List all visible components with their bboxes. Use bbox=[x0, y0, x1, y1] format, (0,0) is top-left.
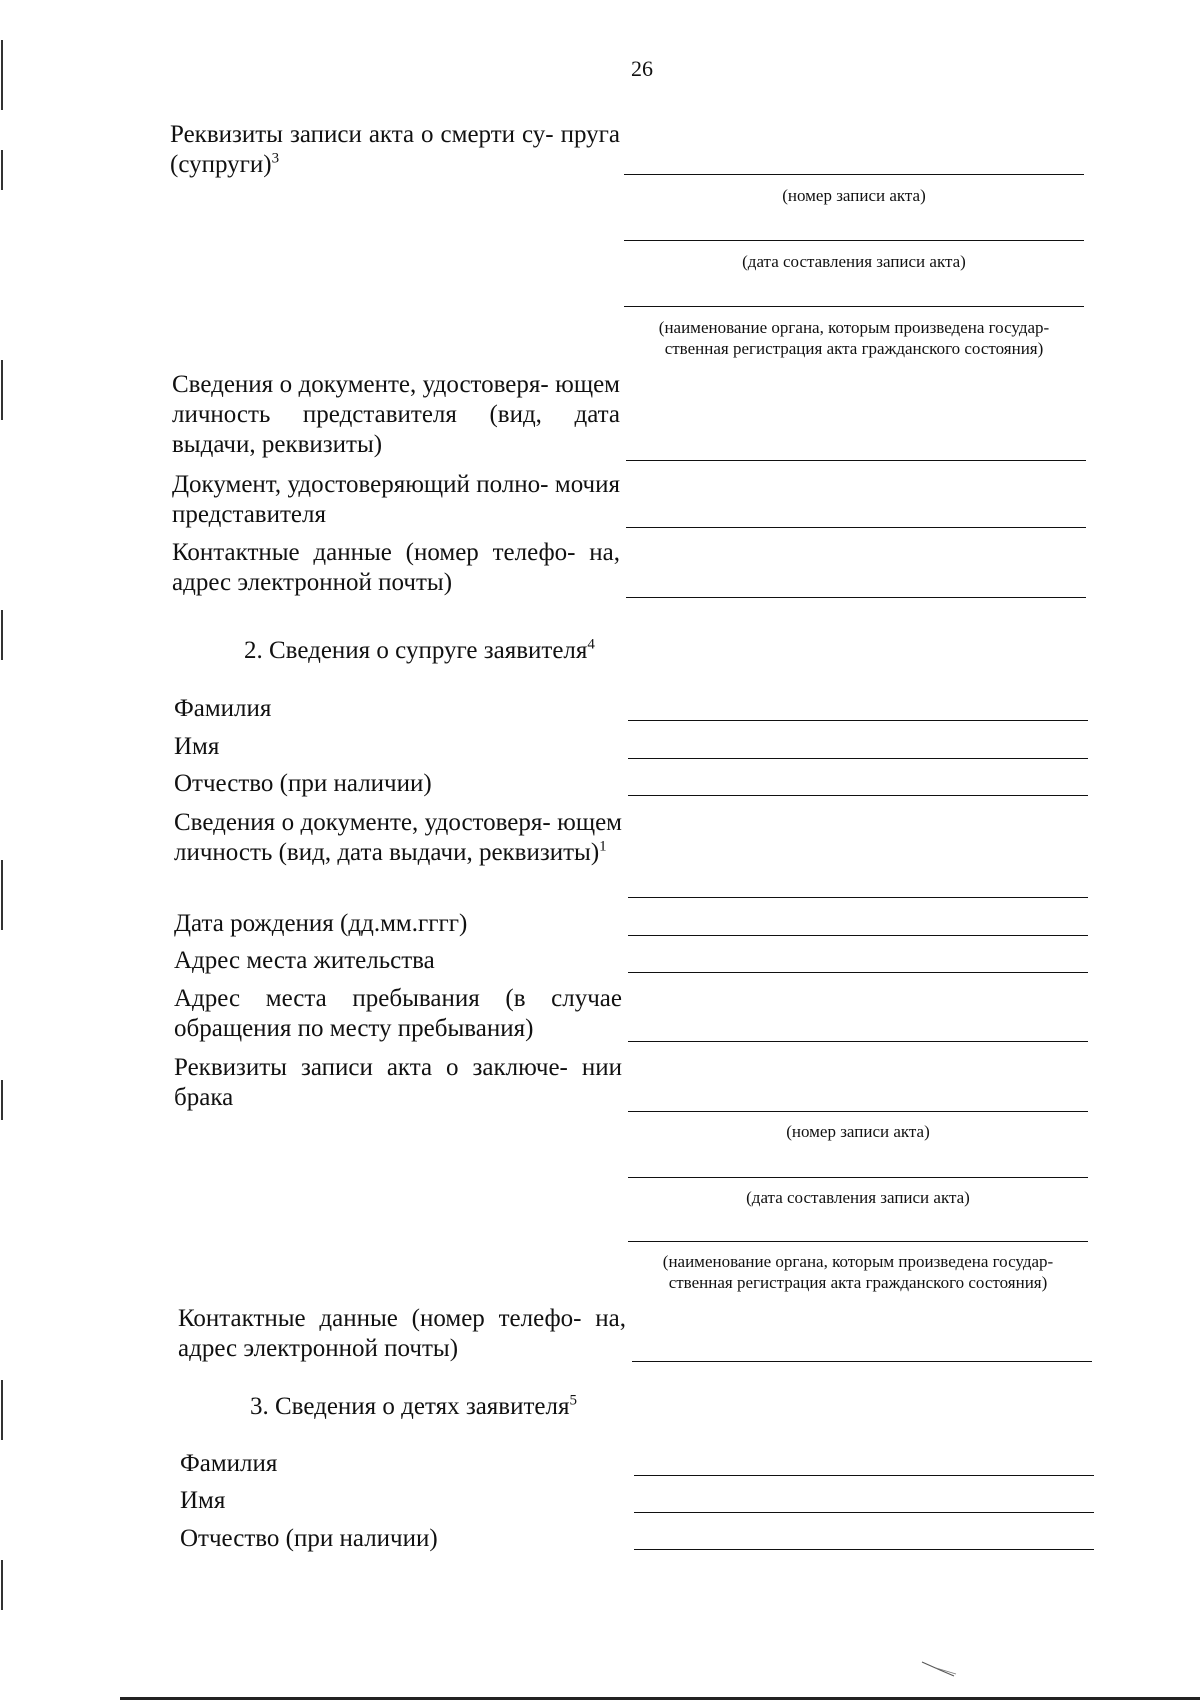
spouse-residence-label: Адрес места жительства bbox=[174, 947, 435, 974]
spouse-id-document-label: Сведения о документе, удостоверя- ющем личность (вид, дата выдачи, реквизиты)$^1$ bbox=[174, 809, 622, 866]
child-name-label: Имя bbox=[180, 1487, 226, 1514]
representative-contacts-label: Контактные данные (номер телефо- на, адрес электронной почты) bbox=[172, 539, 620, 596]
spouse-residence-line[interactable] bbox=[628, 972, 1088, 973]
child-surname-line[interactable] bbox=[634, 1475, 1094, 1476]
death-record-authority-line[interactable] bbox=[624, 306, 1084, 307]
child-patronymic-label: Отчество (при наличии) bbox=[180, 1525, 438, 1552]
representative-id-document-line[interactable] bbox=[626, 460, 1086, 461]
marriage-record-number-line[interactable] bbox=[628, 1111, 1088, 1112]
representative-contacts-line[interactable] bbox=[626, 597, 1086, 598]
representative-id-document-label: Сведения о документе, удостоверя- ющем личность представителя (вид, дата выдачи, реквизиты) bbox=[172, 371, 620, 458]
spouse-contacts-label: Контактные данные (номер телефо- на, адрес электронной почты) bbox=[178, 1305, 626, 1362]
marriage-record-date-line[interactable] bbox=[628, 1177, 1088, 1178]
spouse-stay-address-label: Адрес места пребывания (в случае обращения по месту пребывания) bbox=[174, 985, 622, 1042]
record-number-caption: (номер записи акта) bbox=[786, 1122, 930, 1141]
spouse-birth-date-line[interactable] bbox=[628, 935, 1088, 936]
spouse-patronymic-label: Отчество (при наличии) bbox=[174, 770, 432, 797]
authority-caption: (наименование органа, которым произведена государ- ственная регистрация акта гражданского состояния) bbox=[658, 318, 1050, 358]
spouse-section-heading: 2. Сведения о супруге заявителя$^4$ bbox=[244, 636, 595, 664]
record-date-caption: (дата составления записи акта) bbox=[742, 252, 966, 271]
child-patronymic-line[interactable] bbox=[634, 1549, 1094, 1550]
death-record-date-line[interactable] bbox=[624, 240, 1084, 241]
page-number: 26 bbox=[631, 56, 653, 81]
record-number-caption: (номер записи акта) bbox=[782, 186, 926, 205]
authority-document-label: Документ, удостоверяющий полно- мочия представителя bbox=[172, 471, 620, 528]
death-record-number-line[interactable] bbox=[624, 174, 1084, 175]
child-surname-label: Фамилия bbox=[180, 1450, 278, 1477]
spouse-name-line[interactable] bbox=[628, 758, 1088, 759]
spouse-surname-label: Фамилия bbox=[174, 695, 272, 722]
spouse-stay-address-line[interactable] bbox=[628, 1041, 1088, 1042]
record-date-caption: (дата составления записи акта) bbox=[746, 1188, 970, 1207]
marriage-record-label: Реквизиты записи акта о заключе- нии брака bbox=[174, 1054, 622, 1111]
authority-document-line[interactable] bbox=[626, 527, 1086, 528]
spouse-contacts-line[interactable] bbox=[632, 1361, 1092, 1362]
children-section-heading: 3. Сведения о детях заявителя$^5$ bbox=[250, 1392, 577, 1420]
pen-mark bbox=[920, 1660, 960, 1680]
spouse-birth-date-label: Дата рождения (дд.мм.гггг) bbox=[174, 910, 468, 937]
death-record-label: Реквизиты записи акта о смерти су- пруга (супруги)$^3$ bbox=[170, 121, 620, 178]
child-name-line[interactable] bbox=[634, 1512, 1094, 1513]
authority-caption: (наименование органа, которым произведена государ- ственная регистрация акта гражданского состояния) bbox=[662, 1252, 1054, 1292]
spouse-name-label: Имя bbox=[174, 733, 220, 760]
scan-bottom-edge bbox=[120, 1697, 1200, 1700]
spouse-surname-line[interactable] bbox=[628, 720, 1088, 721]
marriage-record-authority-line[interactable] bbox=[628, 1241, 1088, 1242]
spouse-patronymic-line[interactable] bbox=[628, 795, 1088, 796]
scan-edge-marks bbox=[0, 0, 6, 1704]
spouse-id-document-line[interactable] bbox=[628, 897, 1088, 898]
